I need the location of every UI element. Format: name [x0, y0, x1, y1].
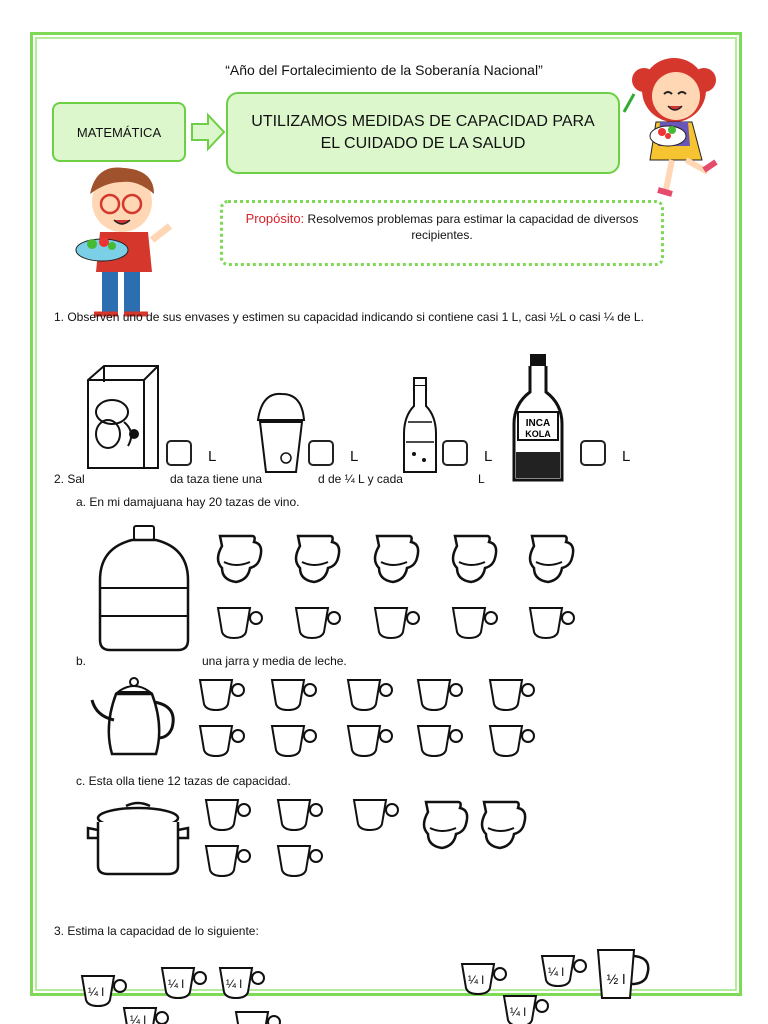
- cup-icon: [200, 680, 244, 710]
- quarter-liter-cup-icon: [220, 968, 264, 998]
- cooking-pot-image: [86, 798, 190, 878]
- cup-icon: [490, 680, 534, 710]
- question-2b-label: b.: [76, 654, 87, 668]
- cup-label: ¼ l: [467, 973, 485, 987]
- unit-label-1: L: [208, 448, 217, 465]
- cup-icon: [272, 726, 316, 756]
- soda-bottle-image: [400, 376, 440, 478]
- pitcher-icon: [375, 536, 418, 582]
- cup-icon: [296, 608, 340, 638]
- subject-tag: MATEMÁTICA: [52, 102, 186, 162]
- pitcher-icon: [218, 536, 261, 582]
- boy-with-salad-illustration: [66, 160, 184, 320]
- quarter-liter-cup-icon: [82, 976, 126, 1006]
- yogurt-cup-image: [254, 388, 308, 478]
- quarter-liter-cup-icon: [124, 1008, 168, 1024]
- question-2-text-mid1: da taza tiene una: [170, 472, 263, 486]
- quarter-liter-cup-icon: [462, 964, 506, 994]
- cup-icon: [490, 726, 534, 756]
- cup-icon: [206, 846, 250, 876]
- juice-carton-image: [84, 364, 164, 474]
- cup-icon: [418, 680, 462, 710]
- cup-and-pitcher-group-2c: [204, 796, 544, 878]
- cup-label: ¼ l: [509, 1005, 527, 1019]
- cup-icon: [272, 680, 316, 710]
- question-2c-text: c. Esta olla tiene 12 tazas de capacidad.: [76, 774, 291, 788]
- cup-label: ¼ l: [167, 977, 185, 991]
- pitcher-icon: [530, 536, 573, 582]
- teapot-image: [88, 676, 180, 762]
- quarter-liter-items: [78, 944, 678, 1024]
- pitcher-icon: [296, 536, 339, 582]
- cup-label: ¼ l: [129, 1013, 147, 1024]
- answer-box-4[interactable]: [580, 440, 606, 466]
- answer-box-1[interactable]: [166, 440, 192, 466]
- cup-label: ¼ l: [225, 977, 243, 991]
- purpose-label: Propósito:: [245, 211, 305, 226]
- cup-icon: [278, 800, 322, 830]
- pitcher-row-2a: [214, 532, 584, 588]
- pitcher-icon: [424, 802, 467, 848]
- half-liter-jug-icon: [598, 950, 648, 998]
- year-motto: “Año del Fortalecimiento de la Soberanía Nacional”: [225, 62, 543, 78]
- cup-icon: [348, 680, 392, 710]
- cup-icon: [218, 608, 262, 638]
- cup-grid-2b: [198, 676, 538, 762]
- purpose-box: [220, 200, 664, 266]
- question-1-text: 1. Observen uno de sus envases y estimen su capacidad indicando si contiene casi 1 L, casi ½L o casi ¼ de L.: [54, 310, 644, 324]
- cup-icon: [278, 846, 322, 876]
- cup-label: ¼ l: [87, 985, 105, 999]
- unit-label-2: L: [350, 448, 359, 465]
- girl-with-salad-illustration: [612, 50, 736, 200]
- answer-box-3[interactable]: [442, 440, 468, 466]
- arrow-right-icon: [190, 112, 226, 152]
- unit-label-3: L: [484, 448, 493, 465]
- inca-kola-bottle-image: [510, 352, 566, 486]
- bottle-label-line-1: INCA: [525, 418, 551, 429]
- question-2-text-mid2: d de ¼ L y cada: [318, 472, 403, 486]
- bottle-label-line-2: KOLA: [525, 429, 551, 439]
- question-3-text: 3. Estima la capacidad de lo siguiente:: [54, 924, 259, 938]
- cup-label: ¼ l: [547, 965, 565, 979]
- page-title: UTILIZAMOS MEDIDAS DE CAPACIDAD PARA EL CUIDADO DE LA SALUD: [226, 92, 620, 174]
- quarter-liter-cup-icon: [162, 968, 206, 998]
- cup-row-2a: [216, 604, 586, 644]
- quarter-liter-cup-icon: [542, 956, 586, 986]
- cup-icon: [418, 726, 462, 756]
- cup-icon: [206, 800, 250, 830]
- answer-box-2[interactable]: [308, 440, 334, 466]
- demijohn-image: [96, 524, 192, 654]
- question-2a-text: a. En mi damajuana hay 20 tazas de vino.: [76, 495, 300, 509]
- question-2-text-end: L: [478, 472, 485, 486]
- unit-label-4: L: [622, 448, 631, 465]
- question-2-text-start: 2. Sal: [54, 472, 85, 486]
- cup-icon: [530, 608, 574, 638]
- jug-label: ½ l: [606, 971, 626, 987]
- purpose-text: Resolvemos problemas para estimar la capacidad de diversos recipientes.: [307, 212, 639, 242]
- cup-icon: [354, 800, 398, 830]
- quarter-liter-cup-icon: [504, 996, 548, 1024]
- cup-icon: [348, 726, 392, 756]
- pitcher-icon: [453, 536, 496, 582]
- pitcher-icon: [482, 802, 525, 848]
- cup-icon: [375, 608, 419, 638]
- question-2b-text: una jarra y media de leche.: [202, 654, 347, 668]
- quarter-liter-cup-icon: [236, 1012, 280, 1024]
- cup-icon: [453, 608, 497, 638]
- cup-icon: [200, 726, 244, 756]
